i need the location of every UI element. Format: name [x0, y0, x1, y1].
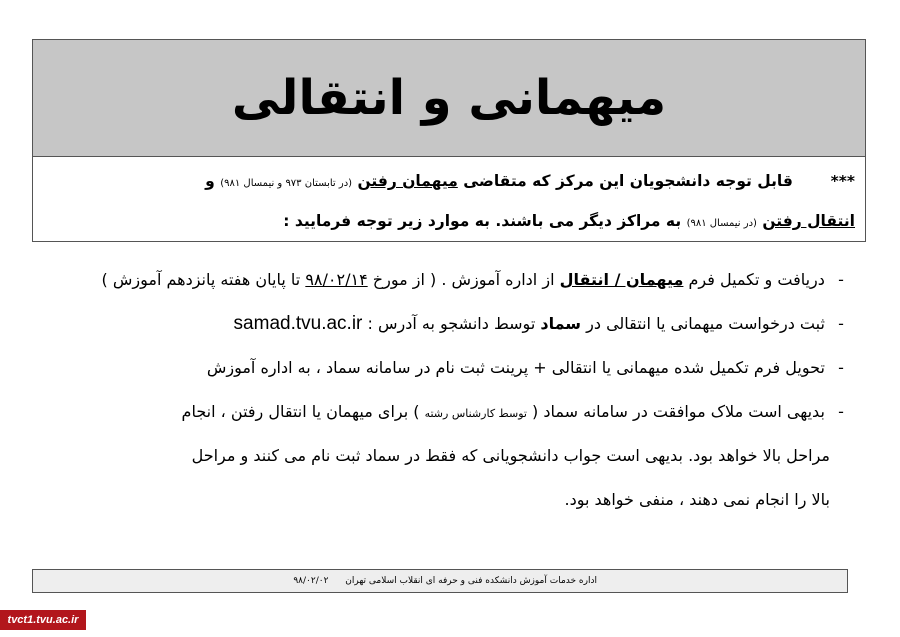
notice-line-1 [43, 161, 855, 201]
list-item: - بدیهی است ملاک موافقت در سامانه سماد ( توسط کارشناس رشته ) برای میهمان یا انتقال رفتن ، انجام [181, 402, 844, 421]
list-item: - دریافت و تکمیل فرم میهمان / انتقال از اداره آموزش . ( از مورخ ۹۸/۰۲/۱۴ تا پایان هفته پانزدهم آموزش ) [101, 270, 844, 289]
samad-bold: سماد [540, 314, 582, 333]
notice-box [32, 39, 866, 242]
guest-note: (در تابستان ۹۷۳ و نیمسال ۹۸۱) [220, 178, 353, 189]
footer-date: ۹۸/۰۲/۰۲ [293, 576, 329, 586]
notice-text [33, 156, 865, 243]
title-band [33, 40, 865, 157]
page-title: میهمانی و انتقالی [231, 70, 667, 126]
samad-url-link[interactable]: samad.tvu.ac.ir [233, 313, 363, 334]
notice-and: و [205, 172, 215, 190]
list-item: - تحویل فرم تکمیل شده میهمانی یا انتقالی + پرینت ثبت نام در سامانه سماد ، به اداره آموزش [206, 358, 844, 377]
transfer-note: (در نیمسال ۹۸۱) [686, 218, 757, 229]
notice-part-1: قابل توجه دانشجویان این مرکز که متقاضی [463, 172, 793, 190]
stars: *** [830, 172, 855, 190]
start-date: ۹۸/۰۲/۱۴ [305, 270, 368, 289]
list-item-continuation: بالا را انجام نمی دهند ، منفی خواهد بود. [564, 490, 830, 509]
list-item: - ثبت درخواست میهمانی یا انتقالی در سماد توسط دانشجو به آدرس : samad.tvu.ac.ir [233, 313, 844, 334]
guest-go: میهمان رفتن [357, 172, 458, 190]
footer [32, 569, 848, 593]
footer-text: اداره خدمات آموزش دانشکده فنی و حرفه ای انقلاب اسلامی تهران [345, 576, 597, 586]
site-logo[interactable]: tvct1.tvu.ac.ir [0, 610, 86, 630]
form-name: میهمان / انتقال [559, 270, 684, 289]
transfer-go: انتقال رفتن [762, 212, 855, 230]
notice-line-2 [43, 201, 855, 241]
list-item-continuation: مراحل بالا خواهد بود. بدیهی است جواب دانشجویانی که فقط در سماد ثبت نام می کنند و مراحل [191, 446, 830, 465]
notice-part-2: به مراکز دیگر می باشند. به موارد زیر توجه فرمایید : [283, 212, 682, 230]
instructions-list [30, 262, 852, 526]
